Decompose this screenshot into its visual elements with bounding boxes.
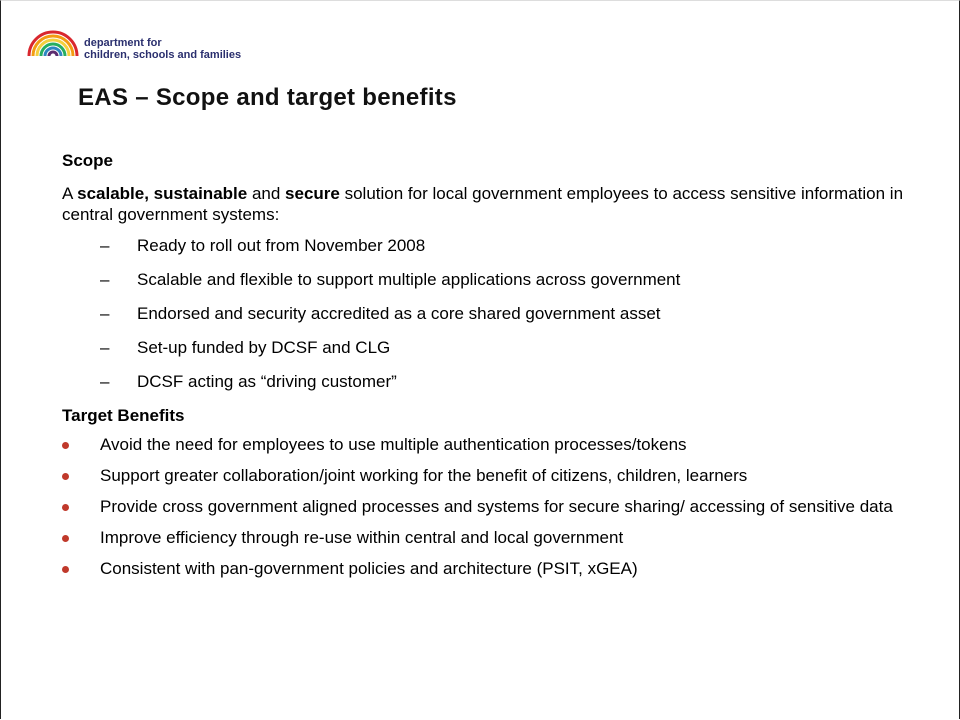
- logo-line-1: department for: [84, 37, 162, 49]
- benefit-item-text: Avoid the need for employees to use multiple authentication processes/tokens: [100, 435, 687, 454]
- intro-bold-1: scalable, sustainable: [77, 184, 248, 203]
- benefit-item: [62, 529, 922, 547]
- dash-icon: –: [100, 338, 110, 357]
- benefit-item-text: Consistent with pan-government policies and architecture (PSIT, xGEA): [100, 559, 638, 578]
- bullet-icon: [62, 504, 69, 511]
- rainbow-icon: [26, 28, 80, 58]
- intro-text-2: and: [247, 184, 286, 203]
- bullet-icon: [62, 535, 69, 542]
- intro-bold-2: secure: [285, 184, 340, 203]
- scope-list: [62, 235, 922, 392]
- scope-item: [62, 303, 922, 324]
- benefit-item: [62, 560, 922, 578]
- bullet-icon: [62, 566, 69, 573]
- dash-icon: –: [100, 304, 110, 323]
- benefit-item: [62, 467, 922, 485]
- logo-text: [84, 37, 241, 61]
- benefits-heading: Target Benefits: [62, 406, 185, 425]
- benefit-item-text: Support greater collaboration/joint working for the benefit of citizens, children, learners: [100, 466, 748, 485]
- bullet-icon: [62, 473, 69, 480]
- slide-title: EAS – Scope and target benefits: [78, 84, 457, 111]
- benefit-item-text: Improve efficiency through re-use within central and local government: [100, 528, 624, 547]
- logo-line-2: children, schools and families: [84, 49, 242, 61]
- scope-item-text: Scalable and flexible to support multiple applications across government: [137, 270, 681, 289]
- intro-text-1: A: [62, 184, 78, 203]
- benefit-item-text: Provide cross government aligned processes and systems for secure sharing/ accessing of sensitive data: [100, 497, 893, 516]
- benefit-item: [62, 498, 922, 516]
- intro-text-3: solution for local government employees to access sensitive information in central government systems:: [62, 184, 904, 224]
- scope-heading: Scope: [62, 151, 114, 170]
- scope-item-text: Set-up funded by DCSF and CLG: [137, 338, 391, 357]
- dash-icon: –: [100, 372, 110, 391]
- dash-icon: –: [100, 236, 110, 255]
- scope-item-text: Endorsed and security accredited as a core shared government asset: [137, 304, 661, 323]
- scope-intro: [62, 183, 922, 225]
- scope-item: [62, 371, 922, 392]
- scope-item-text: Ready to roll out from November 2008: [137, 236, 426, 255]
- benefit-item: [62, 436, 922, 454]
- scope-item-text: DCSF acting as “driving customer”: [137, 372, 397, 391]
- dash-icon: –: [100, 270, 110, 289]
- slide-content: [62, 150, 922, 591]
- scope-item: [62, 269, 922, 290]
- benefits-list: [62, 436, 922, 578]
- dcsf-logo: [26, 28, 286, 68]
- scope-item: [62, 235, 922, 256]
- scope-item: [62, 337, 922, 358]
- bullet-icon: [62, 442, 69, 449]
